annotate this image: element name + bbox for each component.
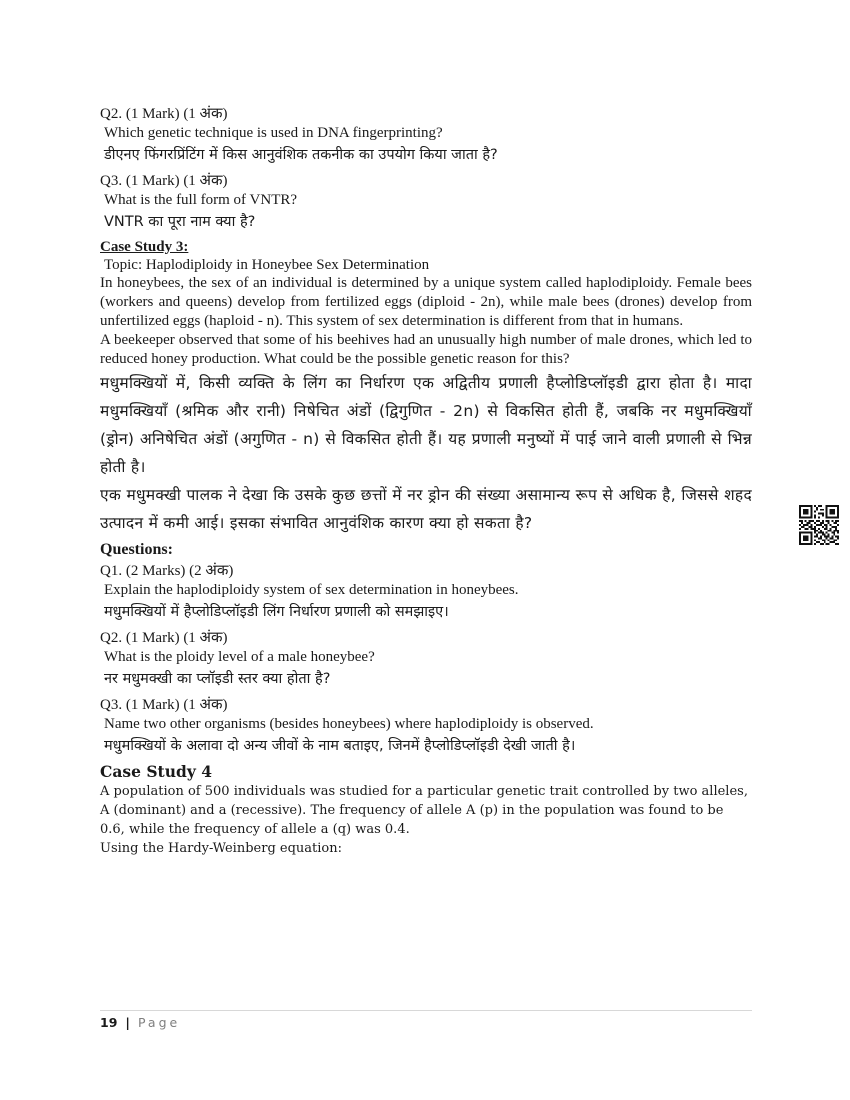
page-number: 19	[100, 1015, 118, 1030]
qr-code-icon[interactable]	[799, 505, 839, 545]
page-footer	[100, 1010, 752, 1030]
page-content	[100, 104, 752, 858]
cs3-q3-english: Name two other organisms (besides honeybees) where haplodiploidy is observed.	[104, 716, 594, 732]
cs3-q2-label: Q2. (1 Mark) (1 अंक)	[100, 630, 228, 646]
q3-hindi: VNTR का पूरा नाम क्या है?	[104, 214, 256, 230]
case-study-4-title: Case Study 4	[100, 762, 213, 781]
cs3-q2-english: What is the ploidy level of a male honeybee?	[104, 649, 375, 665]
case-study-3-paragraph-hi-2: एक मधुमक्खी पालक ने देखा कि उसके कुछ छत्तों में नर ड्रोन की संख्या असामान्य रूप से अधिक है, जिससे शहद उत्पादन में कमी आई। इसका संभावित आनुवंशिक कारण क्या हो सकता है?	[100, 486, 752, 532]
page-label: Page	[137, 1015, 181, 1030]
cs3-q2-hindi: नर मधुमक्खी का प्लॉइडी स्तर क्या होता है?	[104, 671, 331, 687]
case-study-4-paragraph-2: Using the Hardy-Weinberg equation:	[100, 841, 342, 856]
q2-hindi: डीएनए फिंगरप्रिंटिंग में किस आनुवंशिक तकनीक का उपयोग किया जाता है?	[104, 147, 498, 163]
case-study-4-paragraph: A population of 500 individuals was studied for a particular genetic trait controlled by two alleles, A (dominant) and a (recessive). The frequency of allele A (p) in the population was found to be 0.6, while the frequency of allele a (q) was 0.4.	[100, 784, 748, 837]
q2-label: Q2. (1 Mark) (1 अंक)	[100, 106, 228, 122]
q3-label: Q3. (1 Mark) (1 अंक)	[100, 173, 228, 189]
cs3-q1-label: Q1. (2 Marks) (2 अंक)	[100, 563, 234, 579]
case-study-3-topic: Topic: Haplodiploidy in Honeybee Sex Determination	[104, 257, 430, 273]
questions-heading: Questions:	[100, 541, 173, 558]
q2-english: Which genetic technique is used in DNA fingerprinting?	[104, 125, 443, 141]
case-study-3-paragraph-en-2: A beekeeper observed that some of his beehives had an unusually high number of male drones, which led to reduced honey production. What could be the possible genetic reason for this?	[100, 332, 752, 367]
case-study-3-paragraph-en-1: In honeybees, the sex of an individual is determined by a unique system called haplodiploidy. Female bees (workers and queens) develop from fertilized eggs (diploid - 2n), while male bees (drones) develop from unfertilized eggs (haploid - n). This system of sex determination is different from that in humans.	[100, 275, 752, 329]
case-study-3-paragraph-hi-1: मधुमक्खियों में, किसी व्यक्ति के लिंग का निर्धारण एक अद्वितीय प्रणाली हैप्लोडिप्लॉइडी द्वारा होता है। मादा मधुमक्खियाँ (श्रमिक और रानी) निषेचित अंडों (द्विगुणित - 2n) से विकसित होती हैं, जबकि नर मधुमक्खियाँ (ड्रोन) अनिषेचित अंडों (अगुणित - n) से विकसित होती हैं। यह प्रणाली मनुष्यों में पाई जाने वाली प्रणाली से भिन्न होती है।	[100, 374, 752, 476]
q3-english: What is the full form of VNTR?	[104, 192, 298, 208]
cs3-q3-hindi: मधुमक्खियों के अलावा दो अन्य जीवों के नाम बताइए, जिनमें हैप्लोडिप्लॉइडी देखी जाती है।	[104, 738, 576, 754]
cs3-q1-english: Explain the haplodiploidy system of sex determination in honeybees.	[104, 582, 519, 598]
cs3-q3-label: Q3. (1 Mark) (1 अंक)	[100, 697, 228, 713]
footer-separator: |	[125, 1015, 130, 1030]
cs3-q1-hindi: मधुमक्खियों में हैप्लोडिप्लॉइडी लिंग निर्धारण प्रणाली को समझाइए।	[104, 604, 449, 620]
case-study-3-title: Case Study 3:	[100, 239, 189, 255]
